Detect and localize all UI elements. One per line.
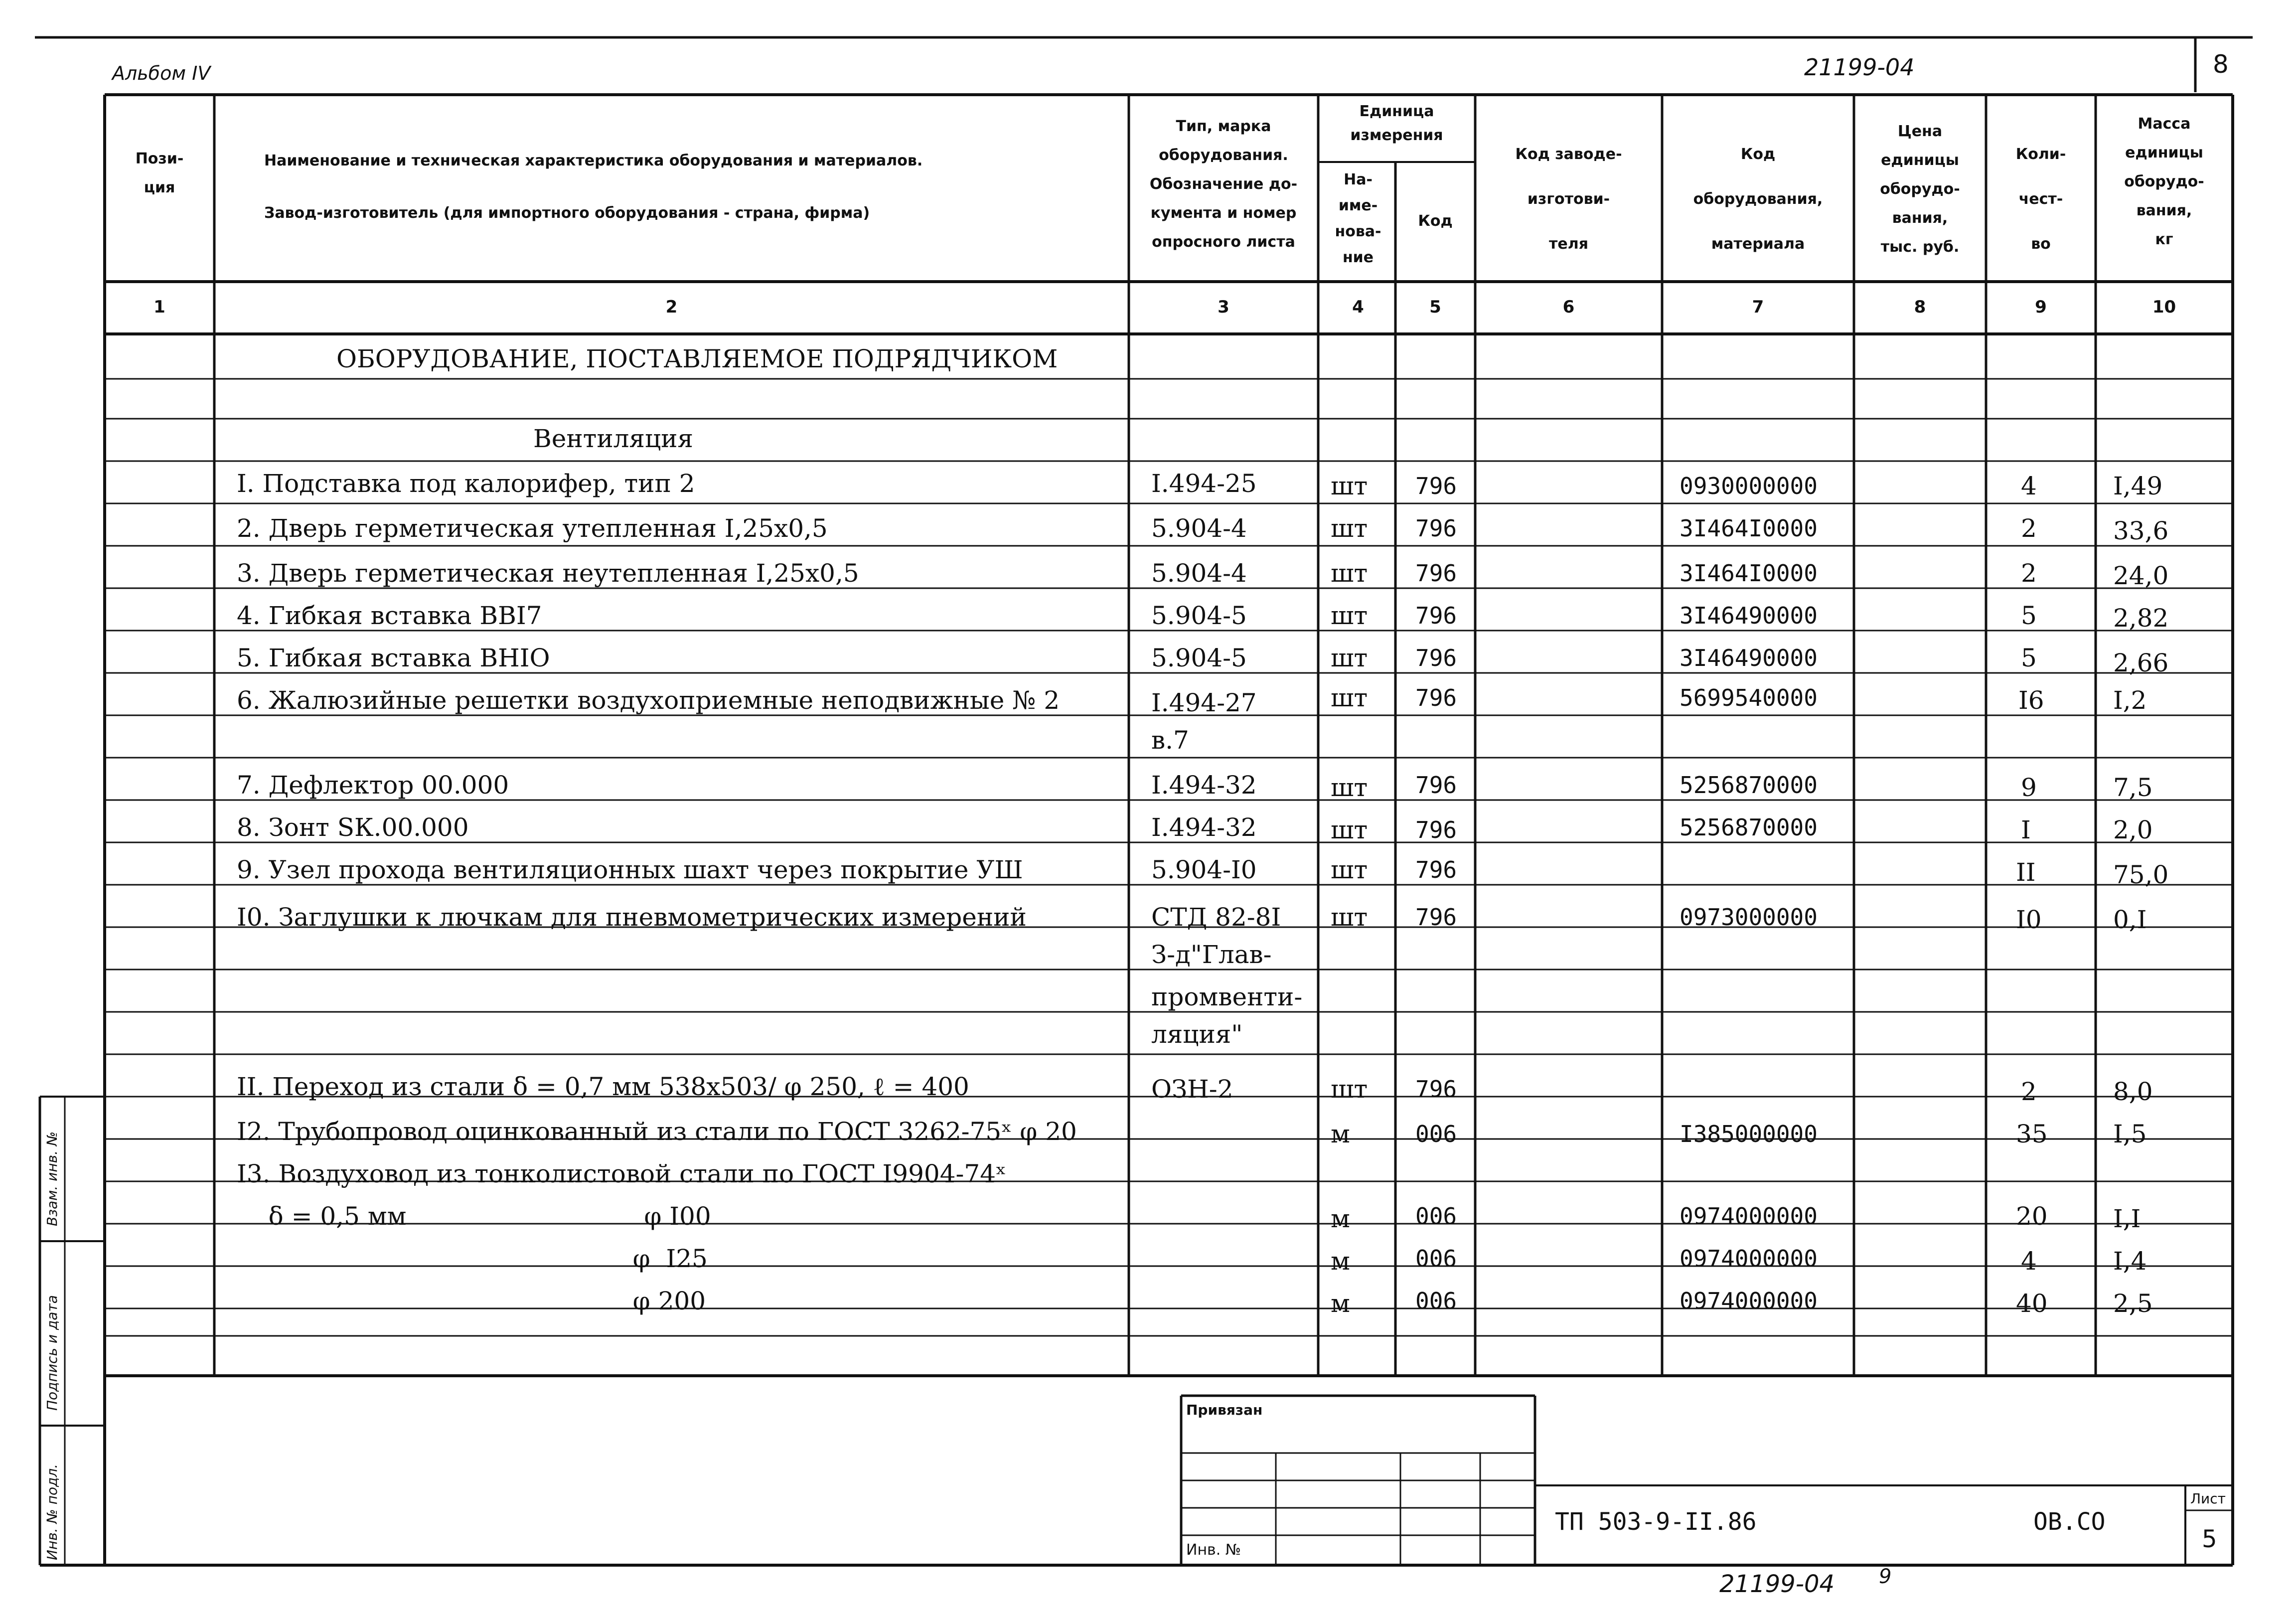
header-factory-code: Код заводе- изготови- теля [1515, 146, 1622, 253]
row-qty: I6 [2018, 686, 2044, 715]
row-name: φ 200 [237, 1287, 706, 1315]
row-doc: I.494-27 [1151, 688, 1257, 717]
row-unit-code: 796 [1415, 515, 1457, 542]
row-unit: м [1331, 1247, 1350, 1276]
row-code: 0974000000 [1680, 1203, 1818, 1230]
row-unit-code: 796 [1415, 645, 1457, 671]
header-type: Тип, марка оборудования. Обозначение до- кумента и номер опросного листа [1149, 118, 1298, 251]
row-doc-cont: ляция" [1151, 1020, 1243, 1049]
row-code: 5256870000 [1680, 814, 1818, 841]
row-qty: 4 [2021, 472, 2037, 500]
row-qty: 40 [2016, 1289, 2048, 1318]
row-unit-code: 796 [1415, 772, 1457, 799]
sheet-number: 8 [2213, 50, 2229, 79]
row-doc: I.494-32 [1151, 813, 1257, 842]
row-name: 9. Узел прохода вентиляционных шахт через покрытие УШ [237, 855, 1023, 884]
bottom-doc-code: 21199-04 [1719, 1570, 1835, 1598]
row-name: 8. Зонт SК.00.000 [237, 813, 469, 842]
row-code: 0974000000 [1680, 1288, 1818, 1314]
row-mass: 2,5 [2113, 1289, 2153, 1318]
header-quantity: Коли- чест- во [2015, 146, 2066, 253]
header-equipment-code: Код оборудования, материала [1693, 146, 1823, 253]
side-label-replaced-inv: Взам. инв. № [44, 1131, 60, 1226]
row-doc: СТД 82-8I [1151, 903, 1281, 932]
row-name: φ I25 [237, 1244, 708, 1273]
row-name: 7. Дефлектор 00.000 [237, 771, 509, 800]
row-qty: 35 [2016, 1120, 2048, 1148]
row-qty: I0 [2016, 905, 2042, 934]
side-label-inv-original: Инв. № подл. [44, 1463, 60, 1560]
row-unit: шт [1331, 683, 1368, 712]
row-unit: шт [1331, 601, 1368, 630]
row-unit-code: 006 [1415, 1203, 1457, 1230]
row-unit: м [1331, 1204, 1350, 1233]
row-doc: ОЗН-2 [1151, 1075, 1233, 1104]
section-title: ОБОРУДОВАНИЕ, ПОСТАВЛЯЕМОЕ ПОДРЯДЧИКОМ [336, 344, 1058, 373]
row-name: I. Подставка под калорифер, тип 2 [237, 469, 695, 498]
row-qty: 2 [2021, 1077, 2037, 1106]
stamp-list-label: Лист [2190, 1490, 2226, 1507]
row-unit-code: 796 [1415, 856, 1457, 883]
row-unit-code: 796 [1415, 560, 1457, 587]
colnum-8: 8 [1914, 297, 1926, 317]
row-unit: шт [1331, 1075, 1368, 1104]
row-name: 5. Гибкая вставка ВНIО [237, 644, 550, 672]
row-code: 0973000000 [1680, 904, 1818, 931]
row-unit-code: 796 [1415, 602, 1457, 629]
row-unit-code: 796 [1415, 473, 1457, 499]
row-unit: м [1331, 1120, 1350, 1148]
colnum-1: 1 [153, 297, 165, 317]
row-code: 0930000000 [1680, 473, 1818, 499]
album-label: Альбом IV [112, 62, 211, 84]
side-label-signature-date: Подпись и дата [44, 1295, 60, 1411]
header-unit-code: Код [1418, 212, 1453, 230]
row-code: 5699540000 [1680, 684, 1818, 711]
row-unit-code: 006 [1415, 1121, 1457, 1147]
row-mass: I,49 [2113, 472, 2163, 500]
row-mass: 24,0 [2113, 561, 2169, 590]
row-name: I2. Трубопровод оцинкованный из стали по ГОСТ 3262-75ˣ φ 20 [237, 1117, 1077, 1146]
row-code: 3I464I0000 [1680, 515, 1818, 542]
row-doc: 5.904-5 [1151, 644, 1247, 672]
colnum-7: 7 [1752, 297, 1764, 317]
row-qty: 2 [2021, 559, 2037, 588]
colnum-4: 4 [1352, 297, 1364, 317]
bottom-next-sheet: 9 [1879, 1565, 1892, 1588]
row-mass: 7,5 [2113, 773, 2153, 802]
row-unit: шт [1331, 514, 1368, 543]
row-unit-code: 006 [1415, 1245, 1457, 1272]
row-mass: 8,0 [2113, 1077, 2153, 1106]
row-name: 4. Гибкая вставка ВВI7 [237, 601, 542, 630]
colnum-9: 9 [2035, 297, 2047, 317]
row-mass: I,I [2113, 1204, 2141, 1233]
colnum-10: 10 [2152, 297, 2176, 317]
row-code: 0974000000 [1680, 1245, 1818, 1272]
row-qty: 2 [2021, 514, 2037, 543]
stamp-inv: Инв. № [1186, 1541, 1241, 1559]
row-name: 6. Жалюзийные решетки воздухоприемные неподвижные № 2 [237, 686, 1060, 715]
row-doc-cont: З-д"Глав- [1151, 940, 1272, 969]
row-name: I3. Воздуховод из тонколистовой стали по ГОСТ I9904-74ˣ [237, 1159, 1007, 1188]
row-mass: 0,I [2113, 905, 2147, 934]
header-mass: Масса единицы оборудо- вания, кг [2124, 115, 2204, 248]
row-qty: 20 [2016, 1202, 2048, 1231]
header-unit-name: На- име- нова- ние [1335, 171, 1381, 266]
row-mass: I,5 [2113, 1120, 2147, 1148]
row-mass: 2,82 [2113, 604, 2169, 633]
row-unit: шт [1331, 472, 1368, 500]
header-name: Наименование и техническая характеристика оборудования и материалов. Завод-изготовитель (для импортного оборудования - страна, фирма) [264, 152, 923, 222]
row-unit: шт [1331, 559, 1368, 588]
row-unit: шт [1331, 773, 1368, 802]
row-unit-code: 796 [1415, 1076, 1457, 1103]
row-mass: 75,0 [2113, 860, 2169, 889]
row-qty: 4 [2021, 1247, 2037, 1276]
top-doc-code: 21199-04 [1804, 54, 1915, 81]
row-unit-code: 796 [1415, 816, 1457, 843]
subsection-title: Вентиляция [533, 424, 693, 453]
stamp-doc-code: ТП 503-9-II.86 [1555, 1508, 1757, 1536]
row-qty: 5 [2021, 644, 2037, 672]
row-doc: 5.904-4 [1151, 559, 1247, 588]
row-name: I0. Заглушки к лючкам для пневмометрических измерений [237, 903, 1027, 932]
colnum-6: 6 [1562, 297, 1575, 317]
stamp-mark: ОВ.СО [2033, 1508, 2106, 1536]
row-doc: 5.904-I0 [1151, 855, 1257, 884]
row-mass: I,4 [2113, 1247, 2147, 1276]
row-qty: I [2021, 815, 2031, 844]
row-mass: 33,6 [2113, 516, 2169, 545]
header-unit-group: Единица измерения [1350, 103, 1443, 144]
row-unit-code: 796 [1415, 684, 1457, 711]
colnum-2: 2 [665, 297, 678, 317]
colnum-3: 3 [1218, 297, 1229, 317]
row-doc-cont: промвенти- [1151, 982, 1303, 1011]
row-mass: 2,0 [2113, 815, 2153, 844]
row-code: 3I46490000 [1680, 602, 1818, 629]
row-code: I385000000 [1680, 1121, 1818, 1147]
row-name: II. Переход из стали δ = 0,7 мм 538x503/ φ 250, ℓ = 400 [237, 1072, 969, 1101]
row-code: 3I464I0000 [1680, 560, 1818, 587]
stamp-privyazan: Привязан [1186, 1402, 1263, 1418]
row-unit: м [1331, 1289, 1350, 1318]
row-code: 3I46490000 [1680, 645, 1818, 671]
row-unit-code: 006 [1415, 1288, 1457, 1314]
row-code: 5256870000 [1680, 772, 1818, 799]
row-name: 2. Дверь герметическая утепленная I,25x0,5 [237, 514, 828, 543]
row-mass: 2,66 [2113, 648, 2169, 677]
row-qty: II [2016, 858, 2036, 887]
row-qty: 9 [2021, 773, 2037, 802]
row-doc: I.494-32 [1151, 771, 1257, 800]
row-unit-code: 796 [1415, 904, 1457, 931]
row-unit: шт [1331, 855, 1368, 884]
row-name: δ = 0,5 мм φ I00 [237, 1202, 711, 1231]
row-name: 3. Дверь герметическая неутепленная I,25x0,5 [237, 559, 859, 588]
row-doc-cont: в.7 [1151, 726, 1189, 755]
row-doc: 5.904-5 [1151, 601, 1247, 630]
row-unit: шт [1331, 815, 1368, 844]
row-doc: 5.904-4 [1151, 514, 1247, 543]
colnum-5: 5 [1429, 297, 1441, 317]
row-unit: шт [1331, 903, 1368, 932]
row-unit: шт [1331, 644, 1368, 672]
row-mass: I,2 [2113, 686, 2147, 715]
header-price: Цена единицы оборудо- вания, тыс. руб. [1880, 123, 1960, 256]
stamp-list-number: 5 [2202, 1525, 2217, 1553]
row-doc: I.494-25 [1151, 469, 1257, 498]
row-qty: 5 [2021, 601, 2037, 630]
header-position: Пози- ция [135, 150, 184, 196]
